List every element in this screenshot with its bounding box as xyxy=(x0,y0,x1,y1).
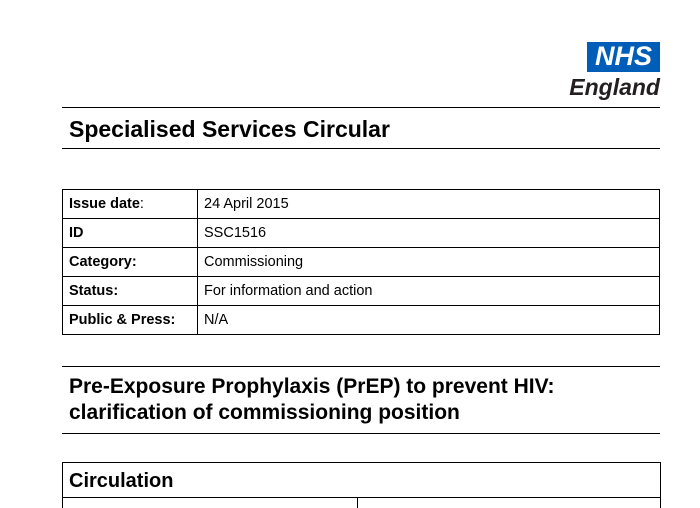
row-label: Category: xyxy=(63,248,198,277)
circulation-column-divider xyxy=(357,497,358,508)
subject-line-2: clarification of commissioning position xyxy=(69,401,460,424)
circulation-heading: Circulation xyxy=(69,470,174,492)
table-row xyxy=(63,190,660,219)
subject-bottom-rule xyxy=(62,433,660,434)
row-value-id: SSC1516 xyxy=(198,219,660,248)
circulation-box xyxy=(62,462,661,508)
row-value-category: Commissioning xyxy=(198,248,660,277)
row-label: Issue date: xyxy=(63,190,198,219)
circulation-divider xyxy=(63,497,660,498)
nhs-logo-england: England xyxy=(569,74,660,100)
row-label: Status: xyxy=(63,277,198,306)
subject-top-rule xyxy=(62,366,660,367)
row-value-status: For information and action xyxy=(198,277,660,306)
title-top-rule xyxy=(62,107,660,108)
table-row xyxy=(63,277,660,306)
subject-heading xyxy=(69,374,659,426)
subject-line-1: Pre-Exposure Prophylaxis (PrEP) to prevent HIV: xyxy=(69,375,555,398)
row-label: Public & Press: xyxy=(63,306,198,335)
table-row xyxy=(63,248,660,277)
row-value-public-press: N/A xyxy=(198,306,660,335)
title-bottom-rule xyxy=(62,148,660,149)
row-label: ID xyxy=(63,219,198,248)
details-table xyxy=(62,189,660,335)
table-row xyxy=(63,306,660,335)
table-row xyxy=(63,219,660,248)
nhs-england-logo xyxy=(564,42,660,100)
row-value-issue-date: 24 April 2015 xyxy=(198,190,660,219)
nhs-logo-box: NHS xyxy=(587,42,660,72)
document-title: Specialised Services Circular xyxy=(69,116,390,142)
